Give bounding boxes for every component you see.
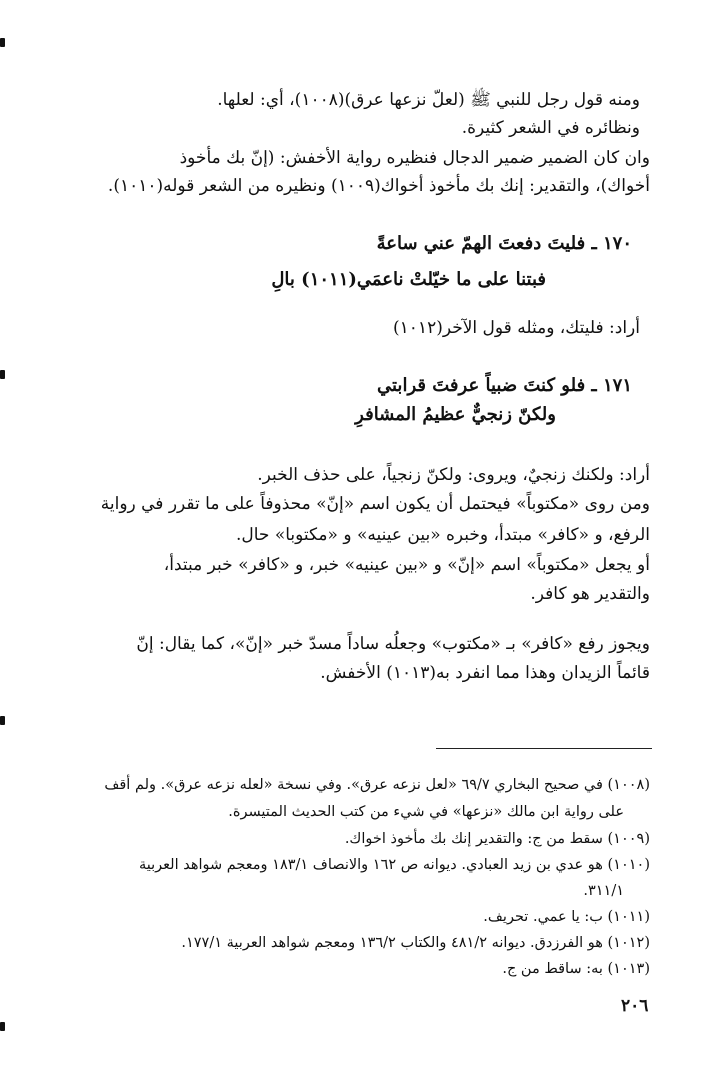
paragraph-line: ونظائره في الشعر كثيرة. [461, 118, 640, 138]
footnote-1010: (١٠١٠) هو عدي بن زيد العبادي. ديوانه ص ١٦٢ والانصاف ١٨٣/١ ومعجم شواهد العربية [139, 857, 650, 873]
paragraph-line: الرفع، و «كافر» مبتدأ، وخبره «بين عينيه» و «مكتوبا» حال. [235, 525, 650, 545]
paragraph-line: والتقدير هو كافر. [530, 584, 650, 604]
verse-170-second-hemistich: فبتنا على ما خيّلتْ ناعمَي(١٠١١) بالِ [271, 269, 546, 290]
paragraph-line: وان كان الضمير ضمير الدجال فنظيره رواية الأخفش: (إنّ بك مأخوذ [179, 148, 650, 168]
paragraph-line: أخواك)، والتقدير: إنك بك مأخوذ أخواك(١٠٠٩) ونظيره من الشعر قوله(١٠١٠). [107, 176, 650, 196]
footnote-1012: (١٠١٢) هو الفرزدق. ديوانه ٤٨١/٢ والكتاب ١٣٦/٢ ومعجم شواهد العربية ١٧٧/١. [181, 935, 650, 951]
scan-edge-mark [0, 38, 5, 47]
scan-edge-mark [0, 370, 5, 379]
footnote-1008-continued: على رواية ابن مالك «نزعها» في شيء من كتب الحديث المتيسرة. [228, 804, 624, 820]
paragraph-line: ومنه قول رجل للنبي ﷺ (لعلّ نزعها عرق)(١٠٠٨)، أي: لعلها. [217, 90, 640, 110]
paragraph-line: أراد: فليتك، ومثله قول الآخر(١٠١٢) [393, 318, 640, 338]
scan-edge-mark [0, 1022, 5, 1031]
verse-171-first-hemistich: ١٧١ ـ فلو كنتَ ضبياً عرفتَ قرابتي [377, 375, 632, 396]
page-number: ٢٠٦ [621, 996, 649, 1016]
footnote-separator [436, 748, 652, 749]
scan-edge-mark [0, 716, 5, 725]
footnote-1013: (١٠١٣) به: ساقط من ج. [502, 961, 650, 977]
verse-170-first-hemistich: ١٧٠ ـ فليتَ دفعتَ الهمّ عني ساعةً [376, 233, 632, 254]
verse-171-second-hemistich: ولكنّ زنجيٌّ عظيمُ المشافرِ [355, 404, 556, 425]
footnote-1010-continued: ٣١١/١. [583, 883, 624, 899]
footnote-1008: (١٠٠٨) في صحيح البخاري ٦٩/٧ «لعل نزعه عرق». وفي نسخة «لعله نزعه عرق». ولم أقف [104, 777, 650, 793]
paragraph-line: قائماً الزيدان وهذا مما انفرد به(١٠١٣) الأخفش. [320, 663, 650, 683]
footnote-1011: (١٠١١) ب: يا عمي. تحريف. [483, 909, 650, 925]
paragraph-line: ومن روى «مكتوباً» فيحتمل أن يكون اسم «إنّ» محذوفاً على ما تقرر في رواية [100, 494, 650, 514]
footnote-1009: (١٠٠٩) سقط من ج: والتقدير إنك بك مأخوذ اخواك. [344, 831, 650, 847]
paragraph-line: أو يجعل «مكتوباً» اسم «إنّ» و «بين عينيه» خبر، و «كافر» خبر مبتدأ، [163, 555, 650, 575]
paragraph-line: أراد: ولكنك زنجيٌ، ويروى: ولكنّ زنجياً، على حذف الخبر. [257, 465, 650, 485]
paragraph-line: ويجوز رفع «كافر» بـ «مكتوب» وجعلُه ساداً مسدّ خبر «إنّ»، كما يقال: إنّ [136, 634, 650, 654]
